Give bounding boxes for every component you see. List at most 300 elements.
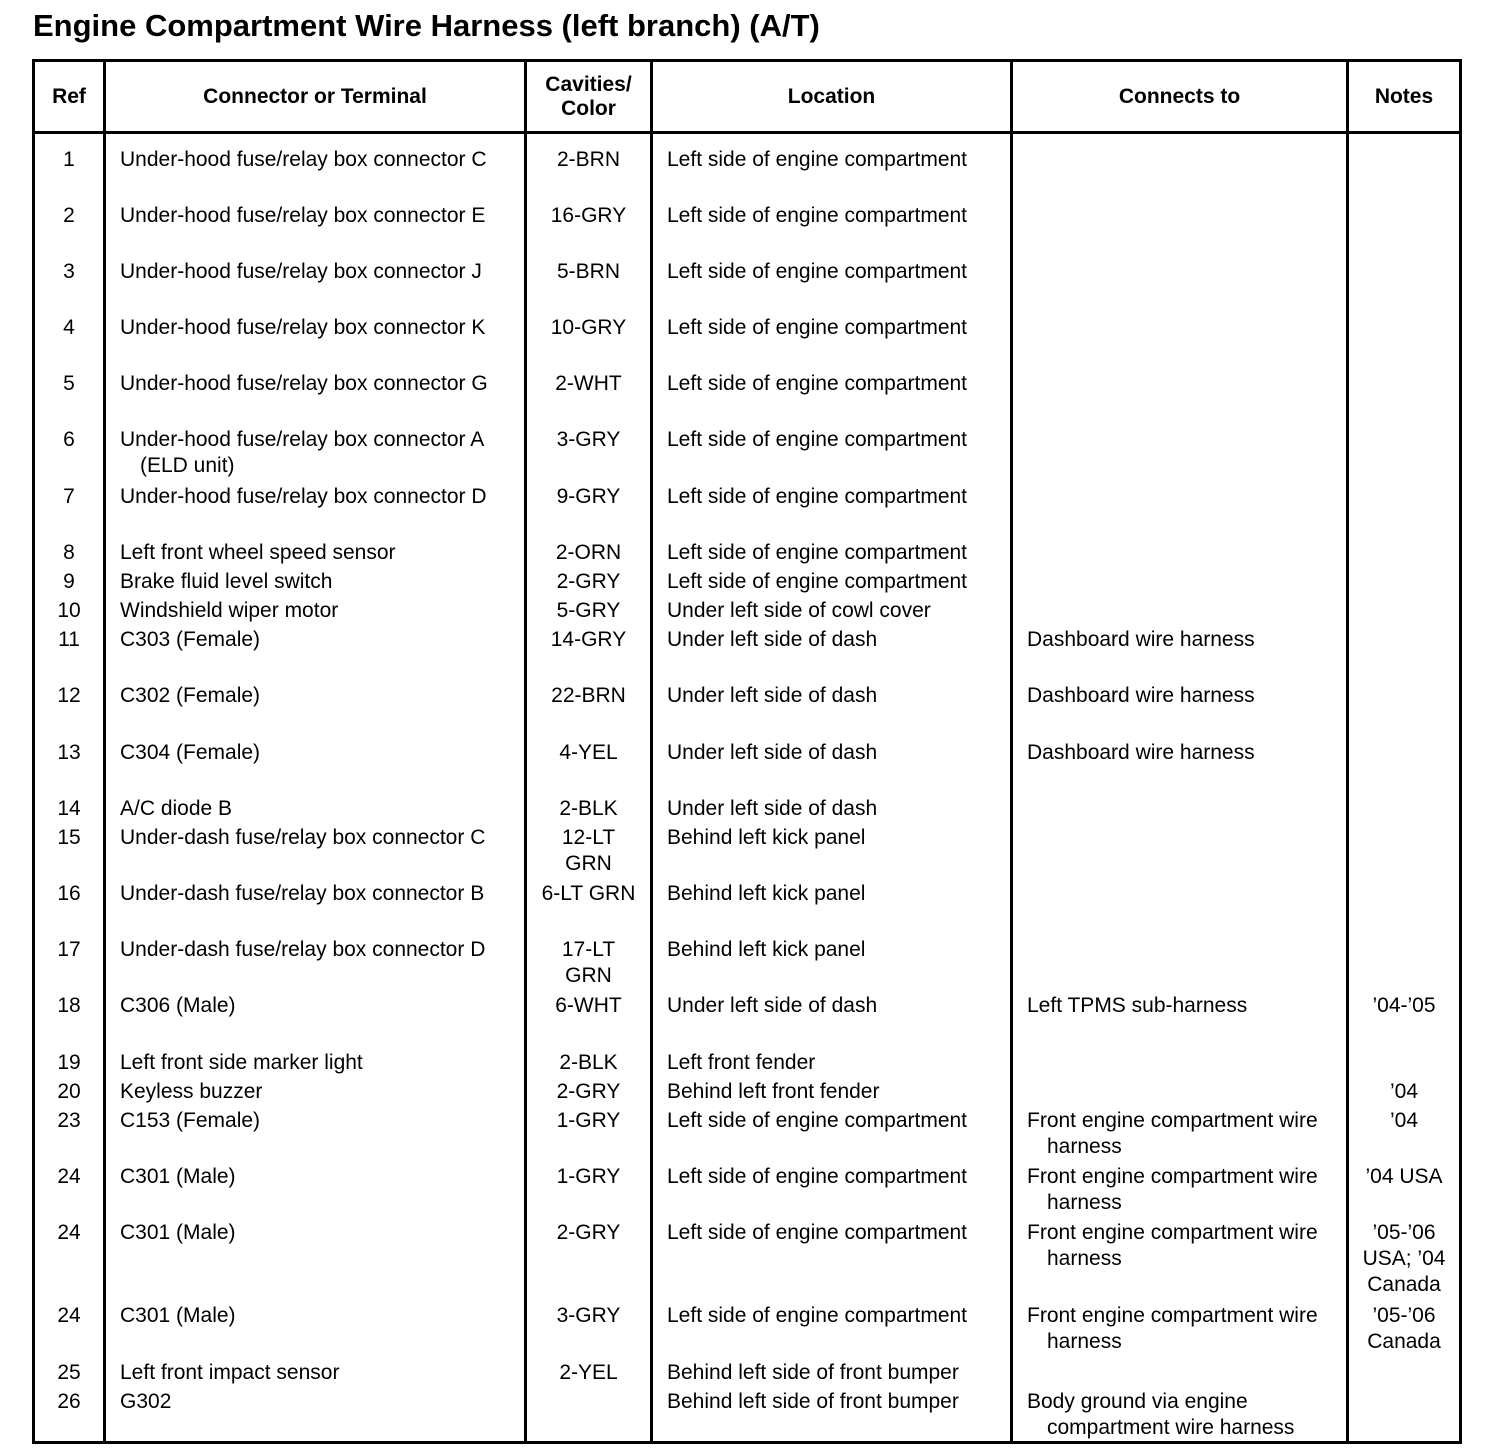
ref-cell — [34, 370, 105, 426]
location-cell-text: Behind left side of front bumper — [667, 1360, 959, 1384]
connector-cell — [105, 539, 526, 568]
notes-cell — [1348, 626, 1461, 682]
cavities-cell — [526, 1388, 652, 1443]
connector-cell-text: C303 (Female) — [120, 628, 261, 652]
location-cell-text: Left side of engine compartment — [667, 203, 968, 227]
connector-cell — [105, 1359, 526, 1388]
table-row — [34, 880, 1461, 936]
connects-to-cell — [1012, 1049, 1348, 1078]
connects-to-cell-continuation: harness — [1047, 1134, 1122, 1158]
connector-cell-text: Under-dash fuse/relay box connector D — [120, 938, 486, 962]
ref-cell — [34, 483, 105, 539]
connector-cell — [105, 880, 526, 936]
connector-cell-text: Under-hood fuse/relay box connector K — [120, 316, 486, 340]
table-row — [34, 1359, 1461, 1388]
ref-cell — [34, 936, 105, 992]
ref-cell-text: 13 — [57, 740, 81, 764]
connector-cell-text: Keyless buzzer — [120, 1079, 263, 1103]
location-cell — [652, 682, 1012, 738]
ref-cell-text: 10 — [57, 599, 81, 623]
connector-cell — [105, 682, 526, 738]
ref-cell-text: 3 — [63, 259, 75, 283]
connects-to-cell — [1012, 258, 1348, 314]
connector-cell-text: C306 (Male) — [120, 994, 236, 1018]
connects-to-cell-continuation: harness — [1047, 1190, 1122, 1214]
location-cell — [652, 880, 1012, 936]
table-row — [34, 146, 1461, 202]
location-cell-text: Left side of engine compartment — [667, 1304, 968, 1328]
cavities-cell-text: 2-YEL — [559, 1360, 618, 1384]
table-row — [34, 1107, 1461, 1163]
connector-cell-text: A/C diode B — [120, 796, 233, 820]
cavities-cell-text: 2-WHT — [555, 372, 622, 396]
cavities-cell — [526, 1359, 652, 1388]
connects-to-cell — [1012, 1302, 1348, 1358]
cavities-cell-text: 6-LT GRN — [541, 881, 636, 905]
ref-cell — [34, 992, 105, 1048]
notes-cell — [1348, 992, 1461, 1048]
notes-cell — [1348, 1219, 1461, 1302]
table-row — [34, 1163, 1461, 1219]
cavities-cell — [526, 626, 652, 682]
cavities-cell — [526, 936, 652, 992]
connector-cell — [105, 1388, 526, 1443]
connector-cell-text: Brake fluid level switch — [120, 569, 333, 593]
ref-cell-text: 4 — [63, 316, 75, 340]
connects-to-cell — [1012, 992, 1348, 1048]
cavities-cell-text: 2-GRY — [556, 1221, 621, 1245]
notes-cell — [1348, 1078, 1461, 1107]
connects-to-cell — [1012, 936, 1348, 992]
ref-cell-text: 26 — [57, 1389, 81, 1413]
cavities-cell-text: 1-GRY — [556, 1164, 621, 1188]
table-row — [34, 568, 1461, 597]
notes-cell — [1348, 426, 1461, 482]
cavities-cell — [526, 370, 652, 426]
connects-to-cell — [1012, 539, 1348, 568]
connector-cell — [105, 626, 526, 682]
ref-cell-text: 9 — [63, 569, 75, 593]
connector-cell-text: Left front wheel speed sensor — [120, 540, 396, 564]
ref-cell — [34, 824, 105, 880]
spacer-cell — [34, 133, 105, 146]
connector-cell-text: C153 (Female) — [120, 1108, 261, 1132]
notes-cell-text: ’05-’06 USA; ’04 Canada — [1362, 1221, 1446, 1297]
cavities-cell — [526, 314, 652, 370]
cavities-cell-text: 2-BLK — [559, 796, 618, 820]
connector-cell-text: Under-dash fuse/relay box connector C — [120, 825, 486, 849]
ref-cell-text: 12 — [57, 684, 81, 708]
table-row — [34, 626, 1461, 682]
location-cell — [652, 258, 1012, 314]
cavities-cell — [526, 202, 652, 258]
cavities-cell — [526, 597, 652, 626]
cavities-cell-text: 6-WHT — [555, 994, 622, 1018]
ref-cell-text: 17 — [57, 938, 81, 962]
connects-to-cell — [1012, 795, 1348, 824]
connects-to-cell — [1012, 597, 1348, 626]
ref-cell-text: 18 — [57, 994, 81, 1018]
location-cell — [652, 1163, 1012, 1219]
location-cell-text: Left side of engine compartment — [667, 1164, 968, 1188]
cavities-cell-text: 17-LT GRN — [561, 938, 616, 988]
table-row — [34, 258, 1461, 314]
location-cell-text: Behind left front fender — [667, 1079, 880, 1103]
location-cell-text: Left side of engine compartment — [667, 259, 968, 283]
location-cell — [652, 539, 1012, 568]
location-cell-text: Left side of engine compartment — [667, 372, 968, 396]
cavities-cell-text: 22-BRN — [551, 684, 626, 708]
cavities-cell-text: 12-LT GRN — [561, 825, 616, 875]
cavities-cell-text: 4-YEL — [559, 740, 618, 764]
ref-cell — [34, 1388, 105, 1443]
notes-cell — [1348, 682, 1461, 738]
cavities-cell-text: 16-GRY — [550, 203, 627, 227]
connects-to-cell — [1012, 1107, 1348, 1163]
ref-cell — [34, 1219, 105, 1302]
spacer-cell — [1348, 133, 1461, 146]
location-cell-text: Left side of engine compartment — [667, 569, 968, 593]
ref-cell — [34, 426, 105, 482]
cavities-cell — [526, 483, 652, 539]
connector-cell-text: Left front impact sensor — [120, 1360, 340, 1384]
ref-cell — [34, 739, 105, 795]
ref-cell-text: 20 — [57, 1079, 81, 1103]
connector-cell — [105, 202, 526, 258]
cavities-cell-text: 5-BRN — [556, 259, 620, 283]
connects-to-cell — [1012, 426, 1348, 482]
connects-to-cell-text: Front engine compartment wire — [1027, 1304, 1318, 1328]
header-cavities: Cavities/ Color — [526, 61, 652, 133]
ref-cell — [34, 597, 105, 626]
connector-cell-text: C301 (Male) — [120, 1221, 236, 1245]
connector-cell — [105, 992, 526, 1048]
connects-to-cell — [1012, 739, 1348, 795]
ref-cell-text: 8 — [63, 540, 75, 564]
cavities-cell-text: 1-GRY — [556, 1108, 621, 1132]
location-cell — [652, 992, 1012, 1048]
cavities-cell-text: 2-GRY — [556, 1079, 621, 1103]
header-connector: Connector or Terminal — [105, 61, 526, 133]
cavities-cell — [526, 1163, 652, 1219]
location-cell — [652, 824, 1012, 880]
notes-cell-text: ’04-’05 — [1372, 994, 1436, 1018]
connects-to-cell — [1012, 1078, 1348, 1107]
location-cell — [652, 739, 1012, 795]
location-cell-text: Behind left kick panel — [667, 881, 866, 905]
connects-to-cell — [1012, 824, 1348, 880]
cavities-cell-text: 5-GRY — [556, 599, 621, 623]
connector-cell — [105, 824, 526, 880]
cavities-cell — [526, 1107, 652, 1163]
cavities-cell-text: 2-ORN — [555, 540, 622, 564]
connects-to-cell-text: Front engine compartment wire — [1027, 1221, 1318, 1245]
cavities-cell — [526, 824, 652, 880]
connects-to-cell — [1012, 1163, 1348, 1219]
location-cell — [652, 426, 1012, 482]
ref-cell-text: 1 — [63, 147, 75, 171]
ref-cell — [34, 626, 105, 682]
table-row — [34, 1388, 1461, 1443]
location-cell-text: Left front fender — [667, 1050, 816, 1074]
connects-to-cell-text: Dashboard wire harness — [1027, 740, 1255, 764]
ref-cell-text: 15 — [57, 825, 81, 849]
connects-to-cell — [1012, 1359, 1348, 1388]
cavities-cell-text: 10-GRY — [550, 316, 627, 340]
ref-cell — [34, 539, 105, 568]
notes-cell — [1348, 202, 1461, 258]
location-cell-text: Behind left side of front bumper — [667, 1389, 959, 1413]
cavities-cell — [526, 1049, 652, 1078]
location-cell — [652, 626, 1012, 682]
ref-cell — [34, 1359, 105, 1388]
connects-to-cell — [1012, 202, 1348, 258]
ref-cell-text: 7 — [63, 484, 75, 508]
notes-cell — [1348, 568, 1461, 597]
notes-cell — [1348, 936, 1461, 992]
notes-cell — [1348, 1388, 1461, 1443]
notes-cell — [1348, 1359, 1461, 1388]
ref-cell-text: 25 — [57, 1360, 81, 1384]
table-row — [34, 370, 1461, 426]
notes-cell — [1348, 880, 1461, 936]
notes-cell-text: ’05-’06 Canada — [1367, 1304, 1441, 1354]
location-cell — [652, 1049, 1012, 1078]
ref-cell-text: 6 — [63, 428, 75, 452]
connector-cell — [105, 258, 526, 314]
page-title: Engine Compartment Wire Harness (left branch) (A/T) — [33, 8, 820, 43]
connector-cell-text: G302 — [120, 1389, 172, 1413]
connector-cell — [105, 1107, 526, 1163]
ref-cell — [34, 1078, 105, 1107]
connector-cell — [105, 795, 526, 824]
connector-cell-text: C304 (Female) — [120, 740, 261, 764]
ref-cell-text: 19 — [57, 1050, 81, 1074]
ref-cell — [34, 1302, 105, 1358]
location-cell-text: Under left side of dash — [667, 740, 878, 764]
header-row — [34, 61, 1461, 133]
connects-to-cell — [1012, 483, 1348, 539]
location-cell-text: Behind left kick panel — [667, 825, 866, 849]
header-connects-to: Connects to — [1012, 61, 1348, 133]
location-cell — [652, 202, 1012, 258]
cavities-cell — [526, 1302, 652, 1358]
connector-cell — [105, 739, 526, 795]
cavities-cell — [526, 258, 652, 314]
connector-cell-text: Under-dash fuse/relay box connector B — [120, 881, 485, 905]
connector-cell — [105, 314, 526, 370]
cavities-cell-text: 9-GRY — [556, 484, 621, 508]
ref-cell-text: 24 — [57, 1304, 81, 1328]
connects-to-cell-text: Front engine compartment wire — [1027, 1164, 1318, 1188]
notes-cell — [1348, 1049, 1461, 1078]
cavities-cell — [526, 739, 652, 795]
notes-cell-text: ’04 USA — [1365, 1164, 1443, 1188]
cavities-cell-text: 3-GRY — [556, 1304, 621, 1328]
table-row — [34, 824, 1461, 880]
location-cell — [652, 1302, 1012, 1358]
cavities-cell — [526, 426, 652, 482]
connects-to-cell-text: Dashboard wire harness — [1027, 684, 1255, 708]
connector-cell — [105, 597, 526, 626]
connects-to-cell-continuation: compartment wire harness — [1047, 1415, 1295, 1439]
location-cell — [652, 597, 1012, 626]
table-spacer — [34, 133, 1461, 146]
table-row — [34, 426, 1461, 482]
cavities-cell-text: 2-BRN — [556, 147, 620, 171]
connects-to-cell — [1012, 880, 1348, 936]
location-cell — [652, 146, 1012, 202]
notes-cell — [1348, 1163, 1461, 1219]
ref-cell-text: 14 — [57, 796, 81, 820]
connector-cell-text: C301 (Male) — [120, 1304, 236, 1328]
ref-cell — [34, 1049, 105, 1078]
connector-cell-text: Under-hood fuse/relay box connector D — [120, 484, 487, 508]
ref-cell — [34, 146, 105, 202]
location-cell — [652, 1219, 1012, 1302]
table-row — [34, 483, 1461, 539]
connector-cell — [105, 1078, 526, 1107]
notes-cell — [1348, 1107, 1461, 1163]
cavities-cell — [526, 539, 652, 568]
ref-cell-text: 5 — [63, 372, 75, 396]
connector-cell — [105, 146, 526, 202]
ref-cell — [34, 568, 105, 597]
location-cell-text: Left side of engine compartment — [667, 147, 968, 171]
ref-cell-text: 24 — [57, 1164, 81, 1188]
location-cell — [652, 795, 1012, 824]
notes-cell — [1348, 483, 1461, 539]
connects-to-cell — [1012, 682, 1348, 738]
ref-cell-text: 24 — [57, 1221, 81, 1245]
table-row — [34, 314, 1461, 370]
notes-cell — [1348, 795, 1461, 824]
notes-cell — [1348, 370, 1461, 426]
location-cell-text: Under left side of dash — [667, 628, 878, 652]
cavities-cell — [526, 568, 652, 597]
cavities-cell — [526, 1219, 652, 1302]
table-row — [34, 202, 1461, 258]
connector-cell — [105, 936, 526, 992]
connector-cell — [105, 483, 526, 539]
spacer-cell — [652, 133, 1012, 146]
location-cell-text: Left side of engine compartment — [667, 484, 968, 508]
cavities-cell — [526, 146, 652, 202]
connects-to-cell — [1012, 626, 1348, 682]
location-cell — [652, 314, 1012, 370]
notes-cell-text: ’04 — [1389, 1108, 1419, 1132]
ref-cell — [34, 314, 105, 370]
cavities-cell — [526, 880, 652, 936]
connector-cell-text: Under-hood fuse/relay box connector J — [120, 259, 482, 283]
harness-table — [32, 59, 1462, 1444]
location-cell — [652, 483, 1012, 539]
connects-to-cell — [1012, 314, 1348, 370]
location-cell-text: Left side of engine compartment — [667, 1108, 968, 1132]
cavities-cell-text: 2-BLK — [559, 1050, 618, 1074]
connector-cell — [105, 1049, 526, 1078]
ref-cell — [34, 1107, 105, 1163]
cavities-cell-text: 3-GRY — [556, 428, 621, 452]
ref-cell — [34, 1163, 105, 1219]
table-row — [34, 1302, 1461, 1358]
cavities-cell-text: 2-GRY — [556, 569, 621, 593]
location-cell — [652, 1078, 1012, 1107]
connector-cell-text: Left front side marker light — [120, 1050, 363, 1074]
spacer-cell — [526, 133, 652, 146]
table-row — [34, 795, 1461, 824]
notes-cell — [1348, 597, 1461, 626]
ref-cell — [34, 258, 105, 314]
table-row — [34, 1078, 1461, 1107]
connects-to-cell-continuation: harness — [1047, 1330, 1122, 1354]
connects-to-cell — [1012, 370, 1348, 426]
connector-cell — [105, 1163, 526, 1219]
connector-cell-text: Under-hood fuse/relay box connector G — [120, 372, 488, 396]
table-row — [34, 682, 1461, 738]
table-row — [34, 992, 1461, 1048]
connects-to-cell-continuation: harness — [1047, 1247, 1122, 1271]
ref-cell — [34, 880, 105, 936]
connects-to-cell — [1012, 146, 1348, 202]
table-row — [34, 936, 1461, 992]
notes-cell — [1348, 146, 1461, 202]
cavities-cell — [526, 795, 652, 824]
spacer-cell — [105, 133, 526, 146]
connects-to-cell-text: Dashboard wire harness — [1027, 628, 1255, 652]
connector-cell — [105, 1219, 526, 1302]
spacer-cell — [1012, 133, 1348, 146]
location-cell — [652, 370, 1012, 426]
connector-cell-text: Under-hood fuse/relay box connector E — [120, 203, 486, 227]
notes-cell — [1348, 314, 1461, 370]
connects-to-cell-text: Left TPMS sub-harness — [1027, 994, 1248, 1018]
location-cell-text: Behind left kick panel — [667, 938, 866, 962]
ref-cell-text: 16 — [57, 881, 81, 905]
connector-cell — [105, 568, 526, 597]
cavities-cell — [526, 992, 652, 1048]
header-location: Location — [652, 61, 1012, 133]
connector-cell-text: Under-hood fuse/relay box connector C — [120, 147, 487, 171]
cavities-cell — [526, 1078, 652, 1107]
notes-cell — [1348, 258, 1461, 314]
connects-to-cell-text: Front engine compartment wire — [1027, 1108, 1318, 1132]
header-ref: Ref — [34, 61, 105, 133]
ref-cell-text: 23 — [57, 1108, 81, 1132]
table-row — [34, 539, 1461, 568]
table-row — [34, 1219, 1461, 1302]
ref-cell — [34, 795, 105, 824]
ref-cell-text: 11 — [58, 628, 80, 652]
location-cell-text: Left side of engine compartment — [667, 1221, 968, 1245]
notes-cell — [1348, 739, 1461, 795]
connector-cell — [105, 1302, 526, 1358]
connector-cell-text: Windshield wiper motor — [120, 599, 339, 623]
ref-cell — [34, 202, 105, 258]
header-notes: Notes — [1348, 61, 1461, 133]
location-cell — [652, 936, 1012, 992]
connector-cell-continuation: (ELD unit) — [140, 454, 235, 478]
location-cell-text: Under left side of cowl cover — [667, 599, 931, 623]
connects-to-cell-text: Body ground via engine — [1027, 1389, 1248, 1413]
table-row — [34, 1049, 1461, 1078]
connector-cell-text: Under-hood fuse/relay box connector A — [120, 428, 485, 452]
location-cell-text: Left side of engine compartment — [667, 428, 968, 452]
connector-cell — [105, 370, 526, 426]
connects-to-cell — [1012, 1219, 1348, 1302]
table-row — [34, 597, 1461, 626]
table-row — [34, 739, 1461, 795]
